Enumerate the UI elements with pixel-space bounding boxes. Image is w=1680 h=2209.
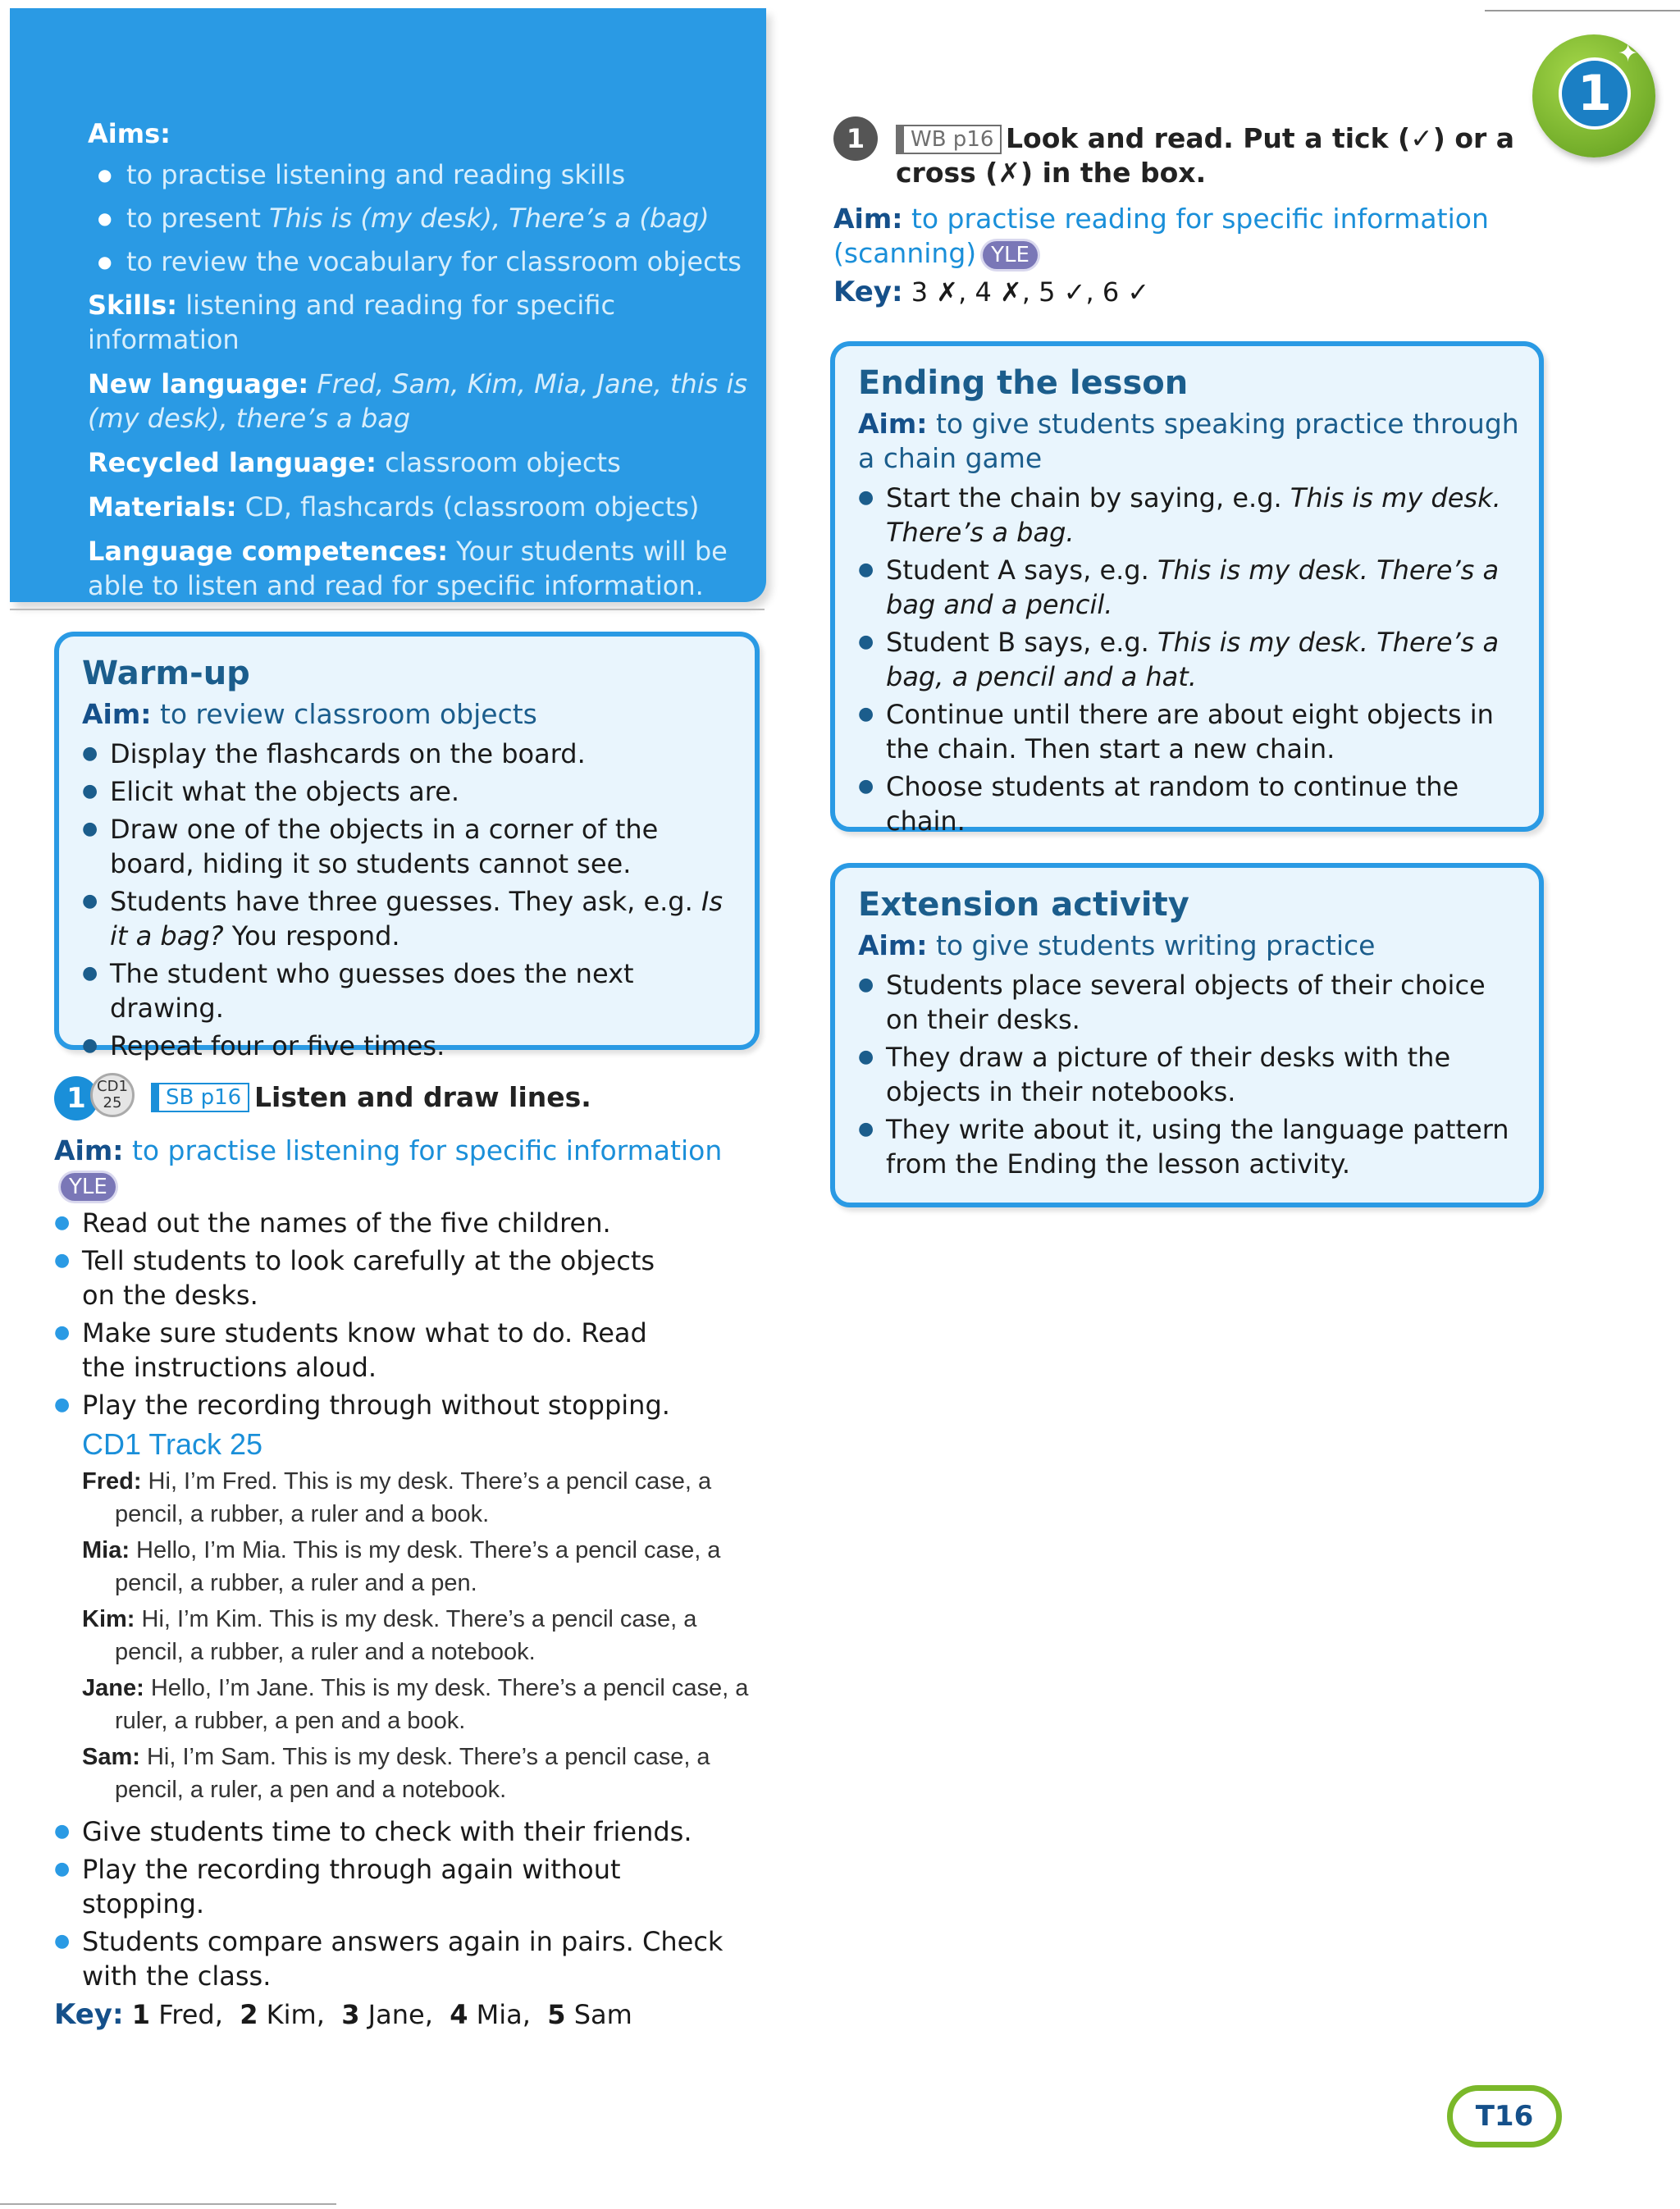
script-line: Kim: Hi, I’m Kim. This is my desk. There’s a pencil case, a pencil, a rubber, a ruler and a notebook. bbox=[82, 1606, 697, 1665]
yle-badge: YLE bbox=[983, 241, 1038, 269]
list-item: ● Elicit what the objects are. bbox=[82, 774, 733, 809]
skills-line: Skills: listening and reading for specific information bbox=[88, 290, 616, 355]
warmup-aim: Aim: to review classroom objects bbox=[82, 698, 537, 730]
script-line: Sam: Hi, I’m Sam. This is my desk. There’s a pencil case, a pencil, a ruler, a pen and a notebook. bbox=[82, 1744, 710, 1803]
wb-exercise bbox=[833, 115, 1539, 308]
page-number: T16 bbox=[1447, 2085, 1562, 2147]
ending-panel bbox=[830, 341, 1544, 837]
ending-aim: Aim: to give students speaking practice through a chain game bbox=[858, 408, 1519, 474]
top-rule bbox=[1485, 10, 1680, 11]
list-item: ● Draw one of the objects in a corner of the board, hiding it so students cannot see. bbox=[82, 812, 733, 881]
ending-list bbox=[858, 481, 1519, 838]
unit-number-disc: 1 bbox=[1559, 57, 1631, 130]
list-item: ● Play the recording through again without stopping. bbox=[54, 1852, 743, 1921]
cd-icon: CD1 25 bbox=[90, 1073, 135, 1117]
list-item: ● Choose students at random to continue the chain. bbox=[858, 769, 1519, 838]
sparkle-icon: ✦ bbox=[1618, 39, 1639, 68]
script-line: Mia: Hello, I’m Mia. This is my desk. There’s a pencil case, a pencil, a rubber, a ruler and a pen. bbox=[82, 1537, 721, 1596]
extension-aim: Aim: to give students writing practice bbox=[858, 929, 1376, 961]
list-item: ● Students compare answers again in pairs. Check with the class. bbox=[54, 1924, 743, 1993]
warmup-panel bbox=[54, 632, 760, 1061]
aim-item: ● to present This is (my desk), There’s a (bag) bbox=[98, 201, 760, 235]
list-item: ● Repeat four or five times. bbox=[82, 1029, 733, 1063]
aim-item: ● to practise listening and reading skills bbox=[98, 157, 760, 192]
wb-key: Key: 3 ✗, 4 ✗, 5 ✓, 6 ✓ bbox=[833, 276, 1150, 308]
aims-box bbox=[10, 8, 766, 602]
list-item: ● Display the flashcards on the board. bbox=[82, 737, 733, 771]
materials-line: Materials: CD, flashcards (classroom objects) bbox=[88, 491, 700, 523]
aim-item: ● to review the vocabulary for classroom objects bbox=[98, 244, 760, 279]
list-item: ● Students have three guesses. They ask, e.g. Is it a bag? You respond. bbox=[82, 884, 733, 953]
sb-page-ref: SB p16 bbox=[151, 1083, 249, 1112]
list-item: ● Give students time to check with their friends. bbox=[54, 1814, 743, 1849]
exercise-1-list-2 bbox=[54, 1814, 743, 1993]
wb-aim: Aim: to practise reading for specific information (scanning) YLE bbox=[833, 203, 1489, 269]
yle-badge: YLE bbox=[61, 1173, 116, 1201]
list-item: ● Start the chain by saying, e.g. This is my desk. There’s a bag. bbox=[858, 481, 1519, 550]
list-item: ● Read out the names of the five children. bbox=[54, 1206, 678, 1240]
left-rule bbox=[10, 609, 765, 610]
aims-label: Aims: bbox=[88, 118, 171, 149]
list-item: ● They write about it, using the language pattern from the Ending the lesson activity. bbox=[858, 1112, 1519, 1181]
list-item: ● Make sure students know what to do. Read the instructions aloud. bbox=[54, 1316, 678, 1385]
audio-script bbox=[82, 1465, 763, 1806]
new-language-line: New language: Fred, Sam, Kim, Mia, Jane, this is (my desk), there’s a bag bbox=[88, 368, 748, 434]
warmup-list bbox=[82, 737, 733, 1063]
list-item: ● Play the recording through without stopping. bbox=[54, 1388, 678, 1422]
aims-list bbox=[88, 157, 760, 279]
bottom-rule bbox=[0, 2203, 336, 2205]
exercise-1-list bbox=[54, 1206, 678, 1422]
wb-number-badge: 1 bbox=[833, 116, 878, 161]
exercise-1-aim: Aim: to practise listening for specific informationYLE bbox=[54, 1134, 723, 1199]
list-item: ● Tell students to look carefully at the objects on the desks. bbox=[54, 1244, 678, 1312]
exercise-1-header bbox=[54, 1073, 776, 1122]
recycled-language-line: Recycled language: classroom objects bbox=[88, 447, 621, 478]
unit-badge bbox=[1532, 34, 1655, 157]
extension-panel bbox=[830, 863, 1544, 1207]
warmup-title: Warm-up bbox=[82, 655, 250, 692]
wb-instruction: Look and read. Put a tick (✓) or a cross (✗) in the box. bbox=[896, 122, 1515, 189]
ending-title: Ending the lesson bbox=[858, 364, 1189, 402]
extension-list bbox=[858, 968, 1519, 1181]
track-title: CD1 Track 25 bbox=[82, 1427, 263, 1461]
exercise-number-badge: 1 bbox=[54, 1076, 98, 1120]
exercise-1-body bbox=[54, 1134, 776, 2031]
wb-page-ref: WB p16 bbox=[896, 125, 1002, 154]
list-item: ● The student who guesses does the next drawing. bbox=[82, 956, 733, 1025]
script-line: Fred: Hi, I’m Fred. This is my desk. There’s a pencil case, a pencil, a rubber, a ruler and a book. bbox=[82, 1468, 712, 1527]
list-item: ● Students place several objects of their choice on their desks. bbox=[858, 968, 1519, 1037]
list-item: ● Continue until there are about eight objects in the chain. Then start a new chain. bbox=[858, 697, 1519, 766]
list-item: ● Student A says, e.g. This is my desk. There’s a bag and a pencil. bbox=[858, 553, 1519, 622]
competences-line: Language competences: Your students will be able to listen and read for specific information. bbox=[88, 536, 728, 601]
list-item: ● Student B says, e.g. This is my desk. There’s a bag, a pencil and a hat. bbox=[858, 625, 1519, 694]
extension-title: Extension activity bbox=[858, 886, 1189, 924]
script-line: Jane: Hello, I’m Jane. This is my desk. There’s a pencil case, a ruler, a rubber, a pen and a book. bbox=[82, 1675, 749, 1734]
exercise-instruction: Listen and draw lines. bbox=[254, 1081, 591, 1113]
exercise-1-key: Key: 1 Fred, 2 Kim, 3 Jane, 4 Mia, 5 Sam bbox=[54, 1998, 632, 2031]
list-item: ● They draw a picture of their desks with the objects in their notebooks. bbox=[858, 1040, 1519, 1109]
